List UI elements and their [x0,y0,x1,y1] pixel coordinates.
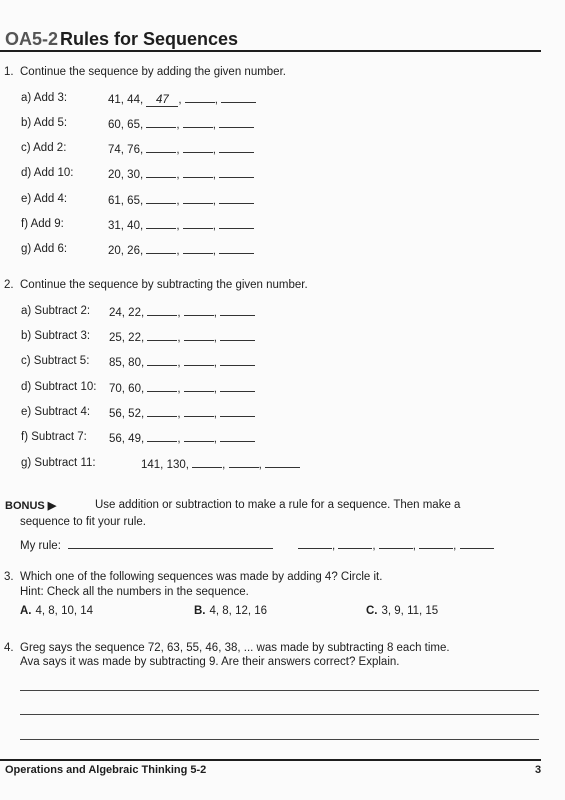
answer-blank[interactable] [147,355,177,366]
question-3-number: 3. [4,571,14,583]
question-2-prompt [4,279,308,291]
answer-blank[interactable] [219,117,254,128]
answer-blank[interactable] [184,330,214,341]
answer-blank[interactable] [185,92,215,103]
item-sequence: 25, 22, , , [109,330,255,344]
question-2-text: Continue the sequence by subtracting the given number. [20,279,308,291]
choice-letter: C. [366,605,378,617]
my-rule-label: My rule: [20,540,61,552]
choice-sequence: 4, 8, 10, 14 [35,605,94,617]
item-label: g) Subtract 11: [21,457,96,469]
my-rule-blank[interactable] [68,538,273,549]
answer-blank[interactable] [220,355,255,366]
filled-answer: 47 [146,94,178,107]
choice-letter: A. [20,605,32,617]
item-sequence: 31, 40, , , [108,218,254,232]
answer-blank[interactable] [460,538,494,549]
item-sequence: 61, 65, , , [108,193,254,207]
question-4-line-1: Greg says the sequence 72, 63, 55, 46, 38, ... was made by subtracting 8 each time. [20,642,450,654]
question-1-text: Continue the sequence by adding the given number. [20,66,286,78]
question-3-prompt [4,571,382,583]
lesson-code: OA5-2 [5,29,59,49]
bonus-label: BONUS ▶ [5,500,57,512]
footer-rule [0,759,541,761]
q1-item-d [21,167,220,181]
item-sequence: 56, 52, , , [109,406,255,420]
sequence-start: 41, 44, [108,94,144,106]
sequence-start: 61, 65, [108,195,144,207]
rule-sequence-blanks: , , , , [298,538,494,552]
answer-blank[interactable] [184,431,214,442]
page-title: Rules for Sequences [60,29,239,49]
item-sequence: 41, 44, 47 , , [108,92,256,107]
question-1-number: 1. [4,66,14,78]
answer-line[interactable] [20,690,539,691]
item-sequence: 74, 76, , , [108,142,254,156]
choice-letter: B. [194,605,206,617]
answer-blank[interactable] [184,406,214,417]
answer-blank[interactable] [220,305,255,316]
choice-sequence: 4, 8, 12, 16 [209,605,268,617]
q1-item-e [21,193,220,207]
q1-item-g [21,243,220,257]
answer-blank[interactable] [220,431,255,442]
answer-blank[interactable] [146,243,176,254]
answer-blank[interactable] [146,117,176,128]
item-label: d) Add 10: [21,167,74,179]
page-header [0,26,541,52]
item-sequence: 56, 49, , , [109,431,255,445]
sequence-start: 24, 22, [109,307,145,319]
sequence-start: 85, 80, [109,357,145,369]
sequence-start: 20, 30, [108,169,144,181]
q2-item-b [21,330,221,344]
q2-item-a [21,305,221,319]
answer-blank[interactable] [146,167,176,178]
answer-blank[interactable] [220,381,255,392]
choice-sequence: 3, 9, 11, 15 [381,605,439,617]
answer-blank[interactable] [147,330,177,341]
answer-blank[interactable] [146,142,176,153]
bonus-text [20,497,500,531]
item-label: g) Add 6: [21,243,68,255]
question-3-text: Which one of the following sequences was made by adding 4? Circle it. [20,571,383,583]
item-label: f) Subtract 7: [21,431,87,443]
answer-blank[interactable] [221,92,256,103]
sequence-start: 25, 22, [109,332,145,344]
item-label: e) Subtract 4: [21,406,91,418]
item-label: d) Subtract 10: [21,381,97,393]
footer-title: Operations and Algebraic Thinking 5-2 [5,764,207,776]
answer-blank[interactable] [183,218,213,229]
answer-blank[interactable] [184,305,214,316]
sequence-start: 70, 60, [109,383,145,395]
item-label: a) Add 3: [21,92,68,104]
q2-item-d [21,381,221,395]
question-4-prompt [4,642,450,654]
answer-blank[interactable] [147,305,177,316]
page-number: 3 [535,764,542,776]
item-sequence: 141, 130, , , [141,457,300,471]
sequence-start: 56, 49, [109,433,145,445]
answer-blank[interactable] [147,406,177,417]
answer-blank[interactable] [379,538,413,549]
q1-item-c [21,142,220,156]
item-label: b) Subtract 3: [21,330,91,342]
answer-blank[interactable] [183,243,213,254]
question-1-prompt [4,66,286,78]
answer-line[interactable] [20,714,539,715]
item-label: a) Subtract 2: [21,305,91,317]
answer-blank[interactable] [229,457,259,468]
bonus-instructions: Use addition or subtraction to make a rule for a sequence. Then make a sequence to fit your rule. [20,499,461,528]
choice-b[interactable] [194,605,267,617]
answer-blank[interactable] [192,457,222,468]
item-sequence: 24, 22, , , [109,305,255,319]
answer-blank[interactable] [184,355,214,366]
answer-blank[interactable] [183,193,213,204]
q2-item-f [21,431,221,445]
choice-a[interactable] [20,605,93,617]
answer-blank[interactable] [147,431,177,442]
item-sequence: 85, 80, , , [109,355,255,369]
answer-blank[interactable] [219,218,254,229]
answer-blank[interactable] [219,167,254,178]
answer-blank[interactable] [146,218,176,229]
item-sequence: 20, 30, , , [108,167,254,181]
sequence-start: 74, 76, [108,144,144,156]
q1-item-f [21,218,220,232]
answer-blank[interactable] [220,330,255,341]
answer-blank[interactable] [219,243,254,254]
answer-blank[interactable] [183,167,213,178]
my-rule-row [20,538,273,552]
sequence-start: 141, 130, [141,459,189,471]
answer-line[interactable] [20,739,539,740]
item-label: c) Add 2: [21,142,67,154]
answer-blank[interactable] [183,117,213,128]
question-4-number: 4. [4,642,14,654]
q2-item-e [21,406,221,420]
answer-blank[interactable] [219,193,254,204]
q2-item-c [21,355,221,369]
answer-blank[interactable] [298,538,332,549]
sequence-start: 31, 40, [108,220,144,232]
question-3-hint: Hint: Check all the numbers in the sequence. [20,586,249,598]
sequence-start: 60, 65, [108,119,144,131]
item-label: e) Add 4: [21,193,68,205]
item-sequence: 20, 26, , , [108,243,254,257]
sequence-start: 56, 52, [109,408,145,420]
q1-item-a [21,92,222,106]
question-4-line-2: Ava says it was made by subtracting 9. Are their answers correct? Explain. [20,656,400,668]
item-label: c) Subtract 5: [21,355,90,367]
answer-blank[interactable] [219,142,254,153]
answer-blank[interactable] [183,142,213,153]
item-label: b) Add 5: [21,117,68,129]
answer-blank[interactable] [147,381,177,392]
choice-c[interactable] [366,605,438,617]
q2-item-g [21,457,265,471]
item-label: f) Add 9: [21,218,64,230]
item-sequence: 60, 65, , , [108,117,254,131]
answer-blank[interactable] [146,193,176,204]
sequence-start: 20, 26, [108,245,144,257]
answer-blank[interactable] [338,538,372,549]
answer-blank[interactable] [419,538,453,549]
question-2-number: 2. [4,279,14,291]
answer-blank[interactable] [184,381,214,392]
q1-item-b [21,117,220,131]
answer-blank[interactable] [220,406,255,417]
item-sequence: 70, 60, , , [109,381,255,395]
answer-blank[interactable] [265,457,300,468]
